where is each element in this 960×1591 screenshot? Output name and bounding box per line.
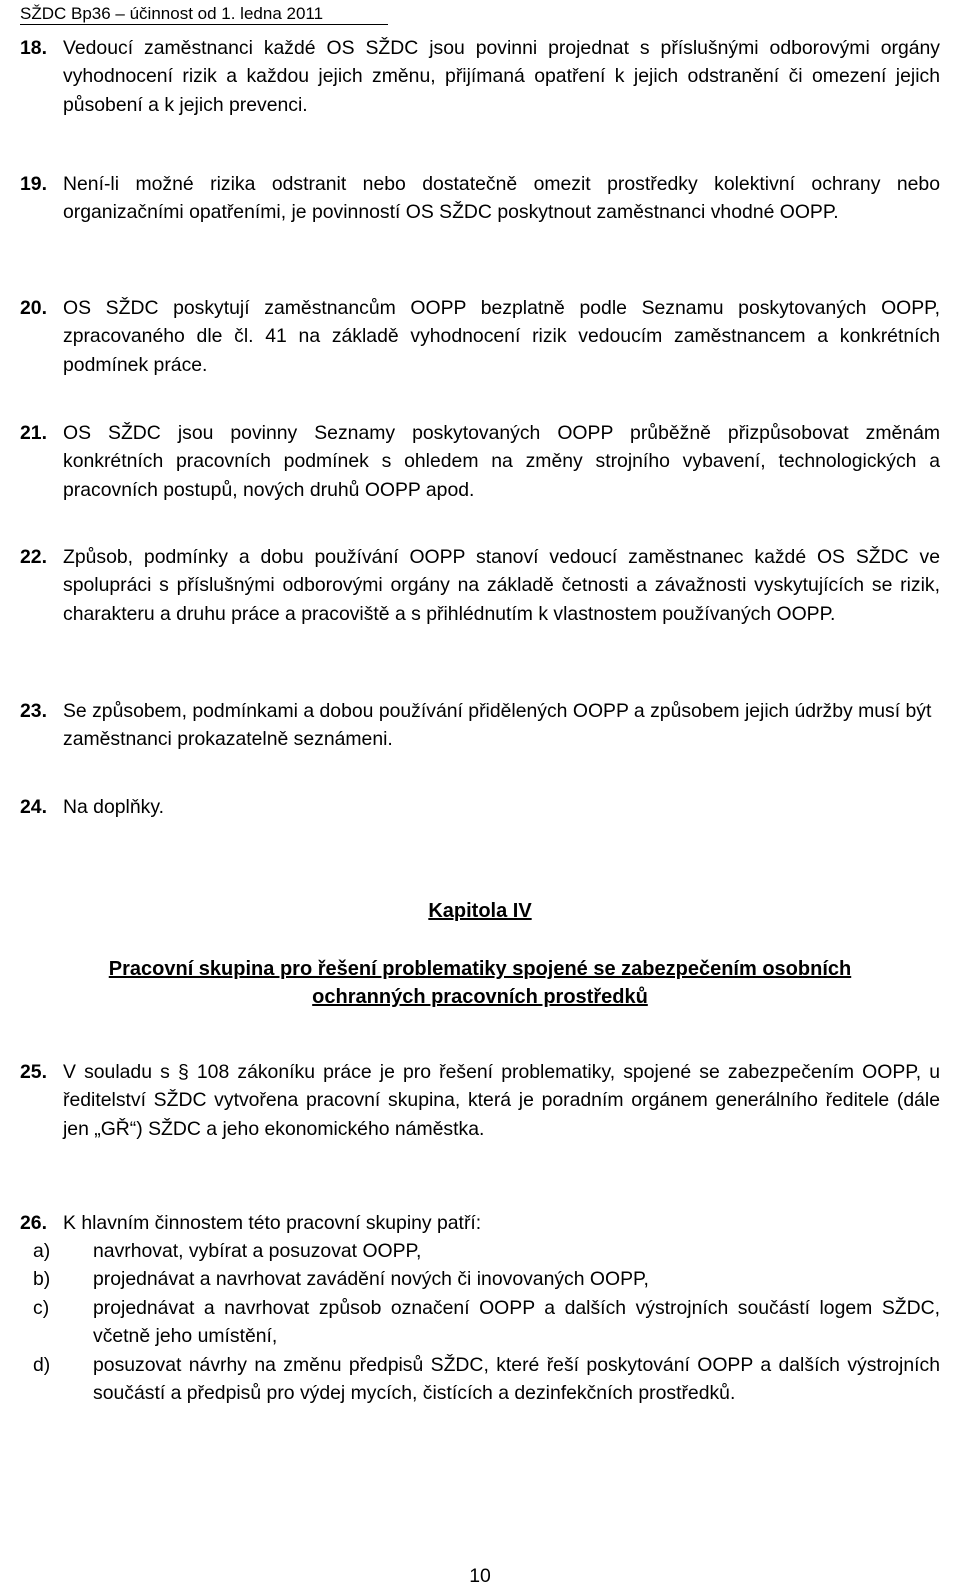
paragraph-number: 26.: [20, 1212, 47, 1234]
paragraph-number: 20.: [20, 297, 47, 319]
paragraph-25: [20, 1058, 940, 1143]
list-item: [20, 1265, 940, 1293]
list-item: [20, 1294, 940, 1351]
paragraph-text: V souladu s § 108 zákoníku práce je pro řešení problematiky, spojené se zabezpečením OOPP, u ředitelství SŽDC vytvořena pracovní skupina, která je poradním orgánem generálního ředitele (dále jen „GŘ“) SŽDC a jeho ekonomického náměstka.: [63, 1061, 940, 1140]
paragraph-23: [20, 697, 940, 754]
paragraph-text: Na doplňky.: [63, 796, 164, 818]
paragraph-text: K hlavním činnostem této pracovní skupiny patří:: [63, 1212, 482, 1234]
chapter-subtitle-line-1: Pracovní skupina pro řešení problematiky spojené se zabezpečením osobních: [108, 958, 852, 980]
paragraph-number: 21.: [20, 422, 47, 444]
paragraph-19: [20, 170, 940, 227]
paragraph-21: [20, 419, 940, 504]
page-header: SŽDC Bp36 – účinnost od 1. ledna 2011: [20, 4, 324, 23]
page-number: 10: [469, 1565, 491, 1587]
chapter-title: Kapitola IV: [428, 900, 532, 922]
list-item-text: navrhovat, vybírat a posuzovat OOPP,: [93, 1240, 422, 1262]
paragraph-number: 23.: [20, 700, 47, 722]
paragraph-number: 24.: [20, 796, 47, 818]
chapter-subtitle-line-2: ochranných pracovních prostředků: [312, 986, 648, 1008]
paragraph-number: 19.: [20, 173, 47, 195]
paragraph-text: Vedoucí zaměstnanci každé OS SŽDC jsou povinni projednat s příslušnými odborovými orgány vyhodnocení rizik a každou jejich změnu, přijímaná opatření k jejich odstranění či omezení jejich působení a k jejich prevenci.: [63, 37, 940, 116]
paragraph-text: Způsob, podmínky a dobu používání OOPP stanoví vedoucí zaměstnanec každé OS SŽDC ve spolupráci s příslušnými odborovými orgány na základě četnosti a závažnosti vyskytujících se rizik, charakteru a druhu práce a pracoviště a s přihlédnutím k vlastnostem používaných OOPP.: [63, 546, 940, 625]
paragraph-22: [20, 543, 940, 628]
paragraph-20: [20, 294, 940, 379]
paragraph-text: OS SŽDC jsou povinny Seznamy poskytovaných OOPP průběžně přizpůsobovat změnám konkrétních pracovních podmínek s ohledem na změny strojního vybavení, technologických a pracovních postupů, nových druhů OOPP apod.: [63, 422, 940, 501]
paragraph-text: OS SŽDC poskytují zaměstnancům OOPP bezplatně podle Seznamu poskytovaných OOPP, zpracovaného dle čl. 41 na základě vyhodnocení rizik vedoucím zaměstnancem a konkrétních podmínek práce.: [63, 297, 940, 376]
list-item: [20, 1351, 940, 1408]
list-marker: c): [33, 1296, 50, 1319]
list-item-text: projednávat a navrhovat způsob označení OOPP a dalších výstrojních součástí logem SŽDC, včetně jeho umístění,: [93, 1296, 940, 1348]
paragraph-18: [20, 34, 940, 119]
paragraph-text: Není-li možné rizika odstranit nebo dostatečně omezit prostředky kolektivní ochrany nebo organizačními opatřeními, je povinností OS SŽDC poskytnout zaměstnanci vhodné OOPP.: [63, 173, 940, 224]
activities-list: [20, 1237, 940, 1407]
paragraph-26: [20, 1209, 940, 1237]
paragraph-text: Se způsobem, podmínkami a dobou používání přidělených OOPP a způsobem jejich údržby musí být zaměstnanci prokazatelně seznámeni.: [63, 700, 932, 751]
list-marker: b): [33, 1268, 51, 1291]
list-item-text: projednávat a navrhovat zavádění nových či inovovaných OOPP,: [93, 1268, 649, 1291]
list-marker: d): [33, 1353, 51, 1376]
paragraph-number: 22.: [20, 546, 47, 568]
paragraph-24: [20, 793, 940, 821]
header-divider: [20, 24, 388, 25]
list-item: [20, 1237, 940, 1265]
list-item-text: posuzovat návrhy na změnu předpisů SŽDC, které řeší poskytování OOPP a dalších výstrojních součástí a předpisů pro výdej mycích, čistících a dezinfekčních prostředků.: [93, 1353, 940, 1405]
paragraph-number: 25.: [20, 1061, 47, 1083]
paragraph-number: 18.: [20, 37, 47, 59]
list-marker: a): [33, 1240, 51, 1262]
